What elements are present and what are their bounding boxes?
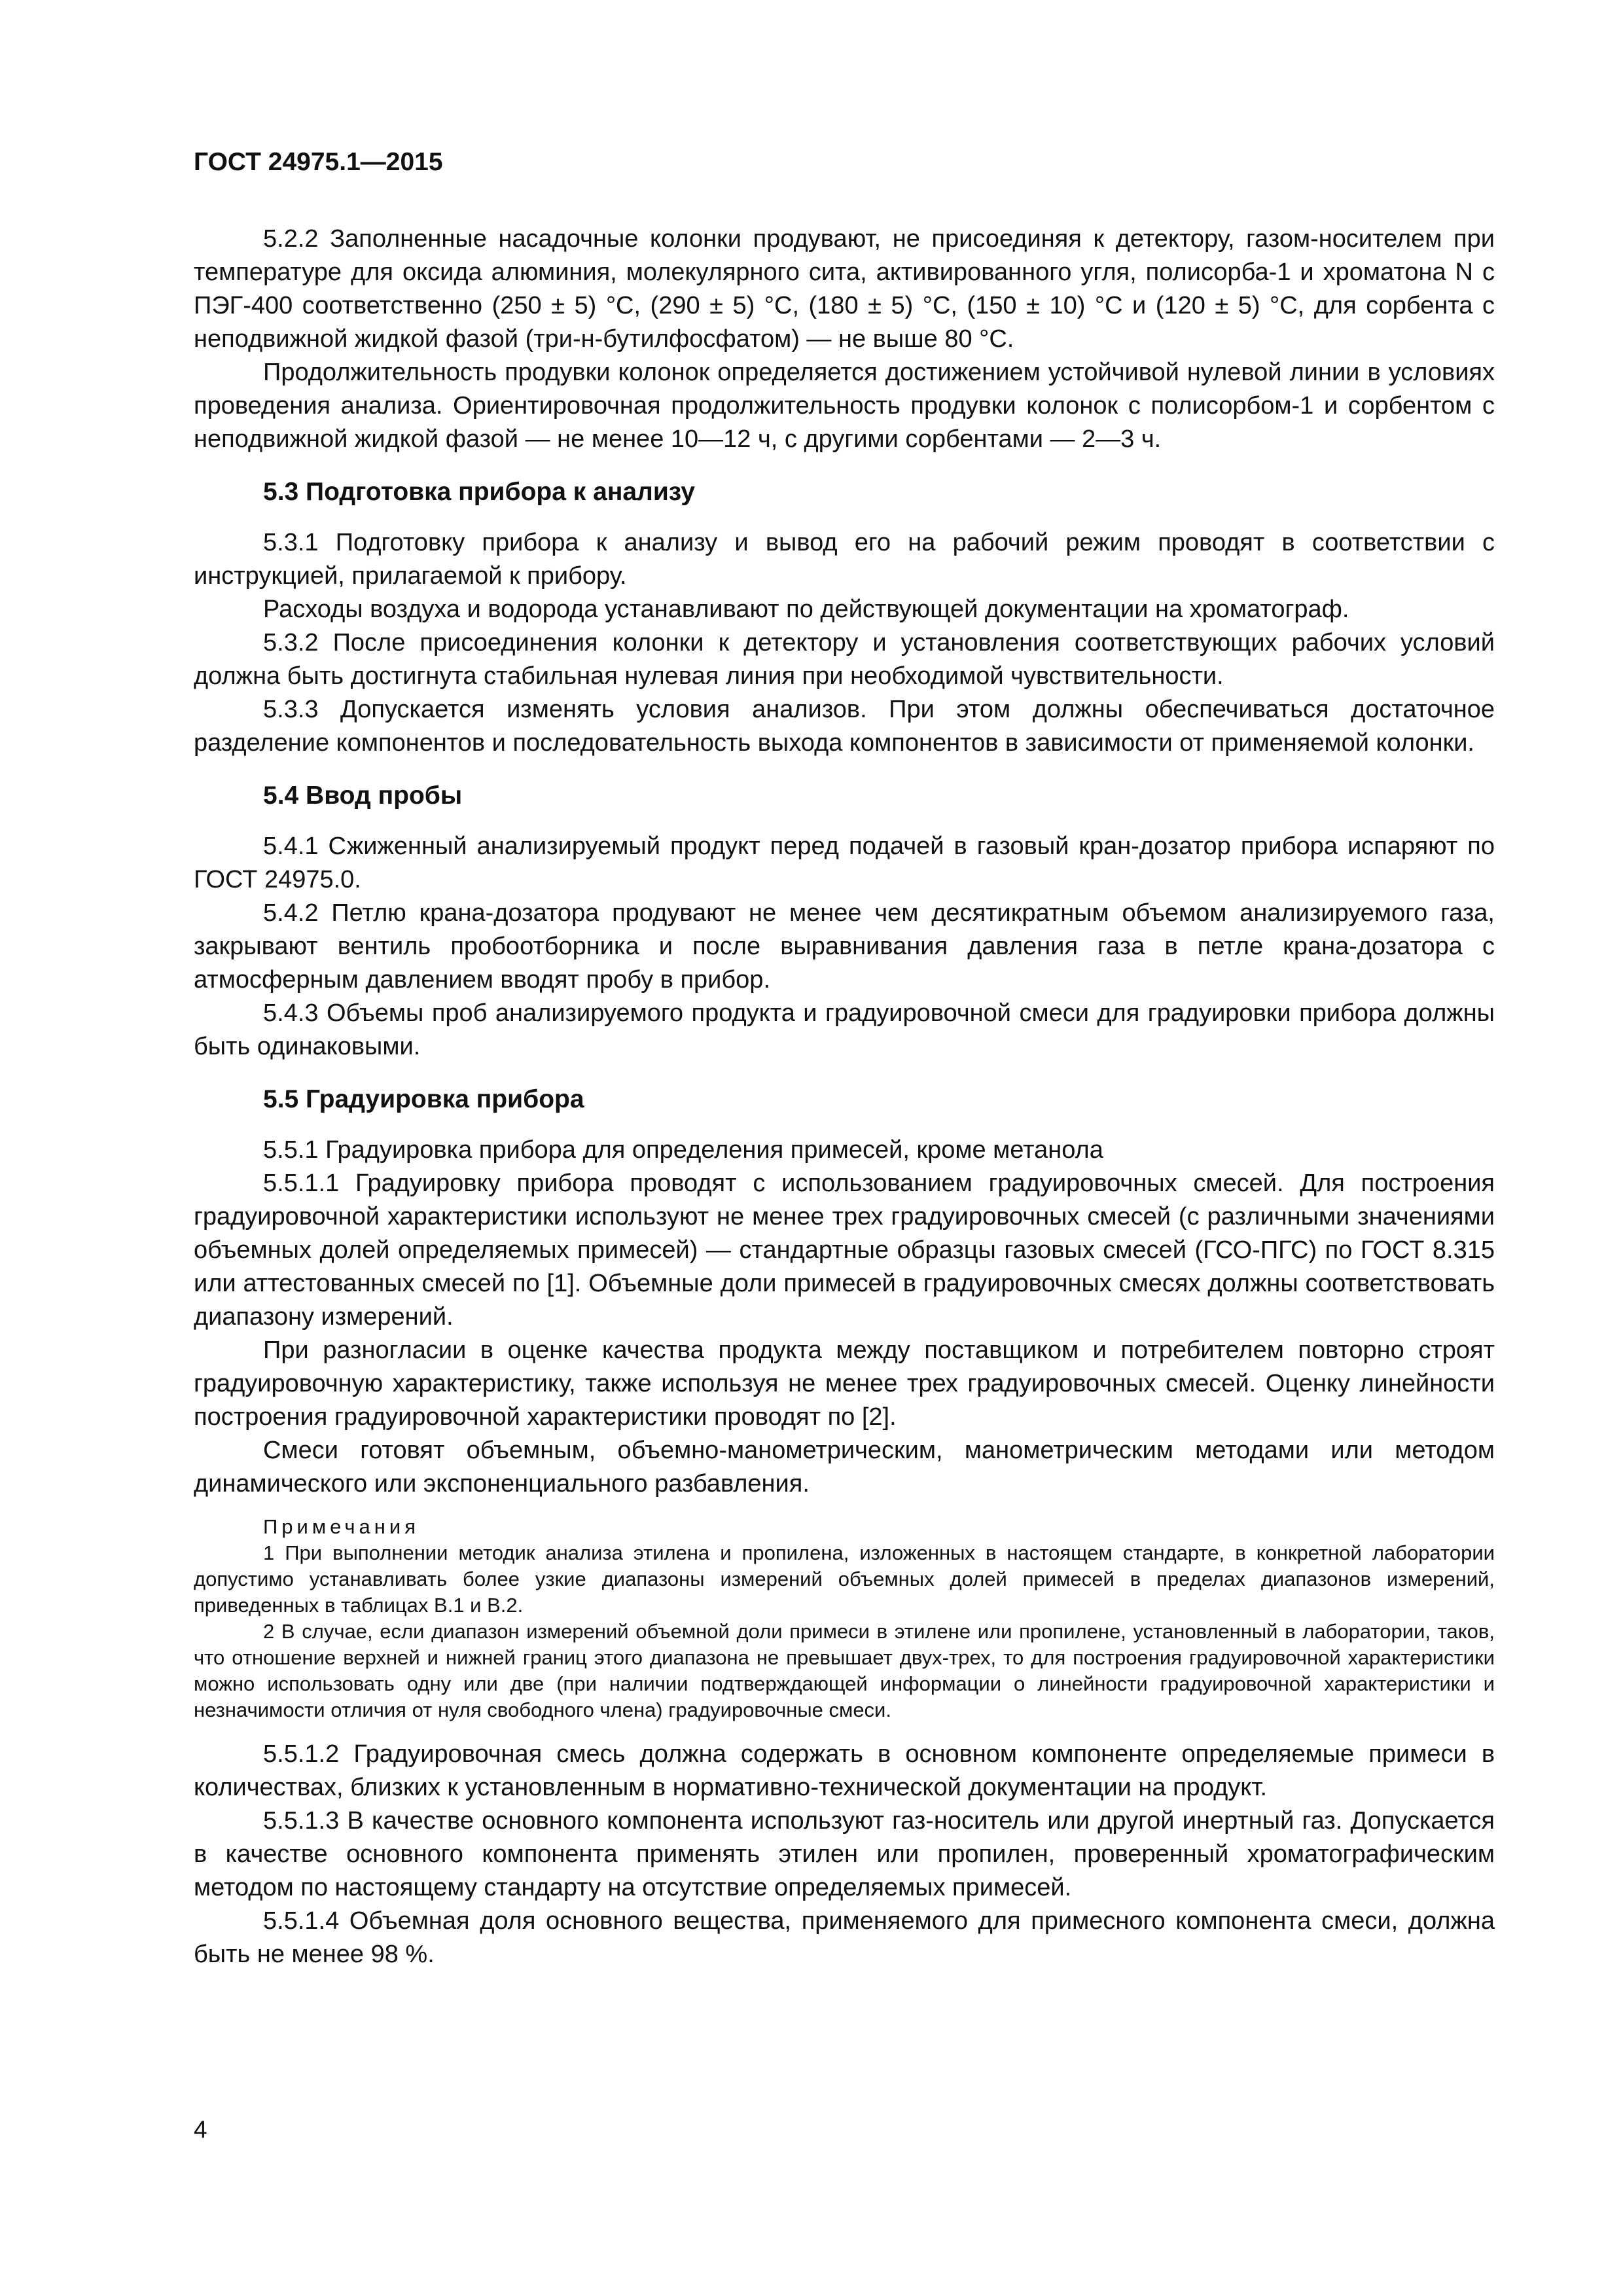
section-heading-5-5: 5.5 Градуировка прибора — [263, 1085, 584, 1113]
paragraph-5-5-1-1: 5.5.1.1 Градуировку прибора проводят с использованием градуировочных смесей. Для построения градуировочной характеристики используют не менее трех градуировочных смесей (с различными значениями объемных долей определяемых примесей) — стандартные образцы газовых смесей (ГСО-ПГС) по ГОСТ 8.315 или аттестованных смесей по [1]. Объемные доли примесей в градуировочных смесях должны соответствовать диапазону измерений. — [194, 1170, 1495, 1331]
section-heading-5-4: 5.4 Ввод пробы — [263, 781, 463, 810]
paragraph-5-5-1-2: 5.5.1.2 Градуировочная смесь должна содержать в основном компоненте определяемые примеси в количествах, близких к установленным в нормативно-технической документации на продукт. — [194, 1740, 1495, 1801]
paragraph: При разногласии в оценке качества продукта между поставщиком и потребителем повторно строят градуировочную характеристику, также используя не менее трех градуировочных смесей. Оценку линейности построения градуировочной характеристики проводят по [2]. — [194, 1336, 1495, 1431]
paragraph-5-3-1: 5.3.1 Подготовку прибора к анализу и вывод его на рабочий режим проводят в соответствии с инструкцией, прилагаемой к прибору. — [194, 529, 1495, 590]
paragraph-5-5-1-3: 5.5.1.3 В качестве основного компонента используют газ-носитель или другой инертный газ. Допускается в качестве основного компонента применять этилен или пропилен, проверенный хроматографическим методом по настоящему стандарту на отсутствие определяемых примесей. — [194, 1807, 1495, 1901]
paragraph-5-4-3: 5.4.3 Объемы проб анализируемого продукта и градуировочной смеси для градуировки прибора должны быть одинаковыми. — [194, 999, 1495, 1060]
paragraph-5-2-2: 5.2.2 Заполненные насадочные колонки продувают, не присоединяя к детектору, газом-носителем при температуре для оксида алюминия, молекулярного сита, активированного угля, полисорба-1 и хроматона N с ПЭГ-400 соответственно (250 ± 5) °С, (290 ± 5) °С, (180 ± 5) °С, (150 ± 10) °С и (120 ± 5) °С, для сорбента с неподвижной жидкой фазой (три-н-бутилфосфатом) — не выше 80 °С. — [194, 225, 1495, 353]
paragraph: Смеси готовят объемным, объемно-манометрическим, манометрическим методами или методом динамического или экспоненциального разбавления. — [194, 1437, 1495, 1498]
paragraph-5-4-1: 5.4.1 Сжиженный анализируемый продукт перед подачей в газовый кран-дозатор прибора испаряют по ГОСТ 24975.0. — [194, 833, 1495, 893]
note-item-1: 1 При выполнении методик анализа этилена и пропилена, изложенных в настоящем стандарте, в конкретной лаборатории допустимо устанавливать более узкие диапазоны измерений объемных долей примесей в пределах диапазонов измерений, приведенных в таблицах В.1 и В.2. — [194, 1541, 1495, 1617]
section-heading-5-3: 5.3 Подготовка прибора к анализу — [263, 478, 695, 506]
paragraph-5-5-1: 5.5.1 Градуировка прибора для определения примесей, кроме метанола — [263, 1136, 1103, 1164]
paragraph: Продолжительность продувки колонок определяется достижением устойчивой нулевой линии в условиях проведения анализа. Ориентировочная продолжительность продувки колонок с полисорбом-1 и сорбентом с неподвижной жидкой фазой — не менее 10—12 ч, с другими сорбентами — 2—3 ч. — [194, 359, 1495, 453]
paragraph-5-4-2: 5.4.2 Петлю крана-дозатора продувают не менее чем десятикратным объемом анализируемого газа, закрывают вентиль пробоотборника и после выравнивания давления газа в петле крана-дозатора с атмосферным давлением вводят пробу в прибор. — [194, 899, 1495, 994]
notes-block — [194, 1514, 1495, 1723]
note-item-2: 2 В случае, если диапазон измерений объемной доли примеси в этилене или пропилене, установленный в лаборатории, таков, что отношение верхней и нижней границ этого диапазона не превышает двух-трех, то для построения градуировочной характеристики можно использовать одну или две (при наличии подтверждающей информации о линейности градуировочной характеристики и незначимости отличия от нуля свободного члена) градуировочные смеси. — [194, 1620, 1495, 1721]
paragraph-5-3-2: 5.3.2 После присоединения колонки к детектору и установления соответствующих рабочих условий должна быть достигнута стабильная нулевая линия при необходимой чувствительности. — [194, 629, 1495, 690]
paragraph-5-5-1-4: 5.5.1.4 Объемная доля основного вещества, применяемого для примесного компонента смеси, должна быть не менее 98 %. — [194, 1907, 1495, 1968]
document-header: ГОСТ 24975.1—2015 — [194, 148, 443, 176]
paragraph-5-3-3: 5.3.3 Допускается изменять условия анализов. При этом должны обеспечиваться достаточное разделение компонентов и последовательность выхода компонентов в зависимости от применяемой колонки. — [194, 696, 1495, 757]
notes-title: Примечания — [263, 1515, 419, 1538]
paragraph: Расходы воздуха и водорода устанавливают по действующей документации на хроматограф. — [263, 596, 1349, 623]
document-body — [194, 223, 1495, 1971]
page-number: 4 — [194, 2116, 207, 2143]
